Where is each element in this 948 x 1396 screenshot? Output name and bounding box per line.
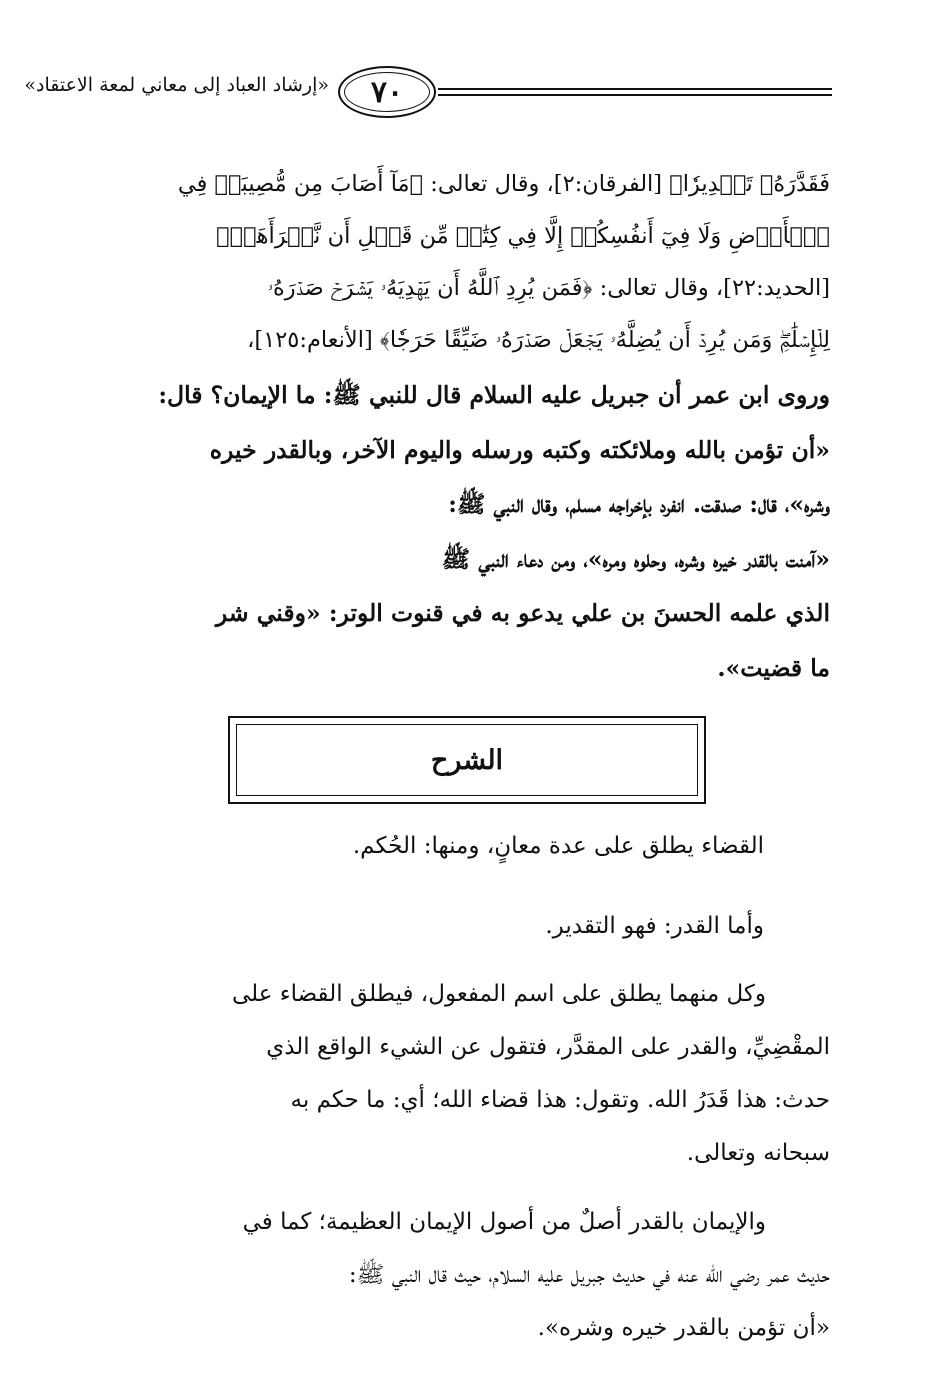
explanation-para-2 <box>82 900 764 953</box>
section-title: الشرح <box>430 744 504 776</box>
text-line: وروى ابن عمر أن جبريل عليه السلام قال للنبي ﷺ: ما الإيمان؟ قال: <box>158 381 830 409</box>
text-line: سبحانه وتعالى. <box>686 1140 830 1166</box>
explanation-para-4 <box>82 1196 830 1355</box>
text-line: «آمنت بالقدر خيره وشره، وحلوه ومره»، ومن دعاء النبي ﷺ <box>441 544 830 573</box>
text-line: المقْضِيِّ، والقدر على المقدَّر، فتقول عن الشيء الواقع الذي <box>266 1034 830 1060</box>
page-number: ٧٠ <box>370 74 404 110</box>
explanation-para-1 <box>82 820 764 873</box>
quran-verses-block <box>82 158 830 366</box>
text-line: «أن تؤمن بالله وملائكته وكتبه ورسله واليوم الآخر، وبالقدر خيره <box>209 435 830 464</box>
text-line: والإيمان بالقدر أصلٌ من أصول الإيمان العظيمة؛ كما في <box>242 1209 766 1235</box>
text-line: حديث عمر رضي الله عنه في حديث جبريل عليه السلام، حيث قال النبي ﷺ: <box>348 1262 830 1288</box>
text-line: القضاء يطلق على عدة معانٍ، ومنها: الحُكم. <box>352 833 764 859</box>
page-number-oval <box>338 66 436 118</box>
running-title: «إرشاد العباد إلى معاني لمعة الاعتقاد» <box>60 74 335 96</box>
text-line: الذي علمه الحسنَ بن علي يدعو به في قنوت الوتر: «وقني شر <box>215 599 830 627</box>
text-line: ما قضيت». <box>717 653 830 682</box>
explanation-para-3 <box>82 968 830 1180</box>
text-line: وشره»، قال: صدقت. انفرد بإخراجه مسلم، وقال النبي ﷺ: <box>448 490 830 518</box>
header-rule-right <box>438 88 832 96</box>
text-line: ٱلۡأَرۡضِ وَلَا فِيٓ أَنفُسِكُمۡ إِلَّا فِي كِتَٰبٖ مِّن قَبۡلِ أَن نَّبۡرَأَهَآۚ﴾ <box>216 223 830 249</box>
hadith-block <box>82 368 830 695</box>
text-line: وأما القدر: فهو التقدير. <box>545 913 764 939</box>
text-line: فَقَدَّرَهُۥ تَقۡدِيرٗا﴾ [الفرقان:٢]، وقال تعالى: ﴿مَآ أَصَابَ مِن مُّصِيبَةٖ فِي <box>177 171 830 197</box>
text-line: «أن تؤمن بالقدر خيره وشره». <box>537 1315 830 1341</box>
section-title-inner-frame <box>236 724 698 796</box>
section-title-frame <box>228 716 706 804</box>
page-header <box>24 62 830 122</box>
text-line: [الحديد:٢٢]، وقال تعالى: ﴿فَمَن يُرِدِ ٱللَّهُ أَن يَهۡدِيَهُۥ يَشۡرَحۡ صَدۡرَهُۥ <box>267 275 830 301</box>
text-line: لِلۡإِسۡلَٰمِۖ وَمَن يُرِدۡ أَن يُضِلَّهُۥ يَجۡعَلۡ صَدۡرَهُۥ ضَيِّقًا حَرَجٗا﴾ [الأنعام:١٢٥]، <box>247 327 830 353</box>
text-line: وكل منهما يطلق على اسم المفعول، فيطلق القضاء على <box>231 981 766 1007</box>
text-line: حدث: هذا قَدَرُ الله. وتقول: هذا قضاء الله؛ أي: ما حكم به <box>290 1087 830 1113</box>
